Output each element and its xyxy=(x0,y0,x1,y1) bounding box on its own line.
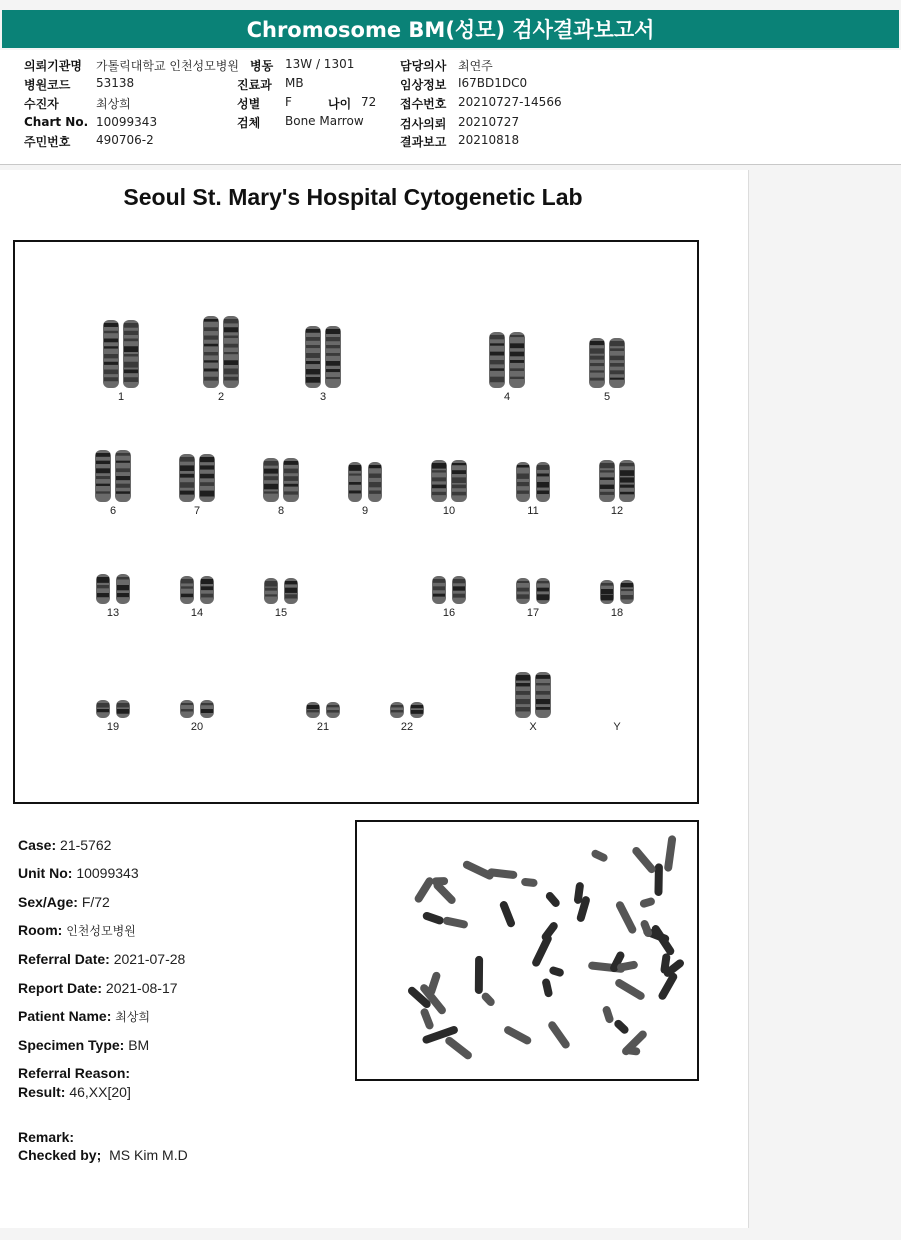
metaphase-chromosome xyxy=(413,876,435,904)
remark-field: Remark: xyxy=(18,1129,75,1145)
chart-no-label: Chart No. xyxy=(24,115,89,129)
chromosome-label: 11 xyxy=(527,505,539,517)
clinical-info-value: I67BD1DC0 xyxy=(458,76,528,90)
chromosome-label: 22 xyxy=(400,721,414,733)
metaphase-chromosome xyxy=(544,890,561,908)
metaphase-chromosome xyxy=(531,933,553,968)
referral-date-field: Referral Date: 2021-07-28 xyxy=(18,951,186,967)
case-value: 21-5762 xyxy=(60,837,112,853)
age-value: 72 xyxy=(361,95,377,109)
metaphase-chromosome xyxy=(639,919,653,938)
checked-by-field: Checked by; MS Kim M.D xyxy=(18,1147,188,1163)
chromosome-pair-19 xyxy=(96,700,130,718)
clinical-info-label: 임상정보 xyxy=(400,78,447,92)
id-no-value: 490706-2 xyxy=(96,133,154,147)
lab-title: Seoul St. Mary's Hospital Cytogenetic Lab xyxy=(123,184,583,210)
metaphase-chromosome xyxy=(631,845,658,874)
sex-value: F xyxy=(285,95,292,109)
chromosome-pair-10 xyxy=(431,460,467,502)
chromosome-pair-2 xyxy=(203,316,239,388)
room-value: 인천성모병원 xyxy=(66,924,136,938)
chromosome-pair-21 xyxy=(306,702,340,718)
metaphase-chromosome xyxy=(548,966,565,978)
metaphase-panel xyxy=(355,820,699,1081)
chromosome-label: 5 xyxy=(603,391,611,403)
report-date-value: 20210818 xyxy=(458,133,520,147)
metaphase-chromosome xyxy=(547,1020,572,1050)
referral-reason-field: Referral Reason: xyxy=(18,1065,131,1081)
physician-value: 최연주 xyxy=(458,59,493,73)
result-field: Result: 46,XX[20] xyxy=(18,1084,131,1100)
requesting-org-label: 의뢰기관명 xyxy=(24,59,82,73)
chromosome-label: 10 xyxy=(442,505,456,517)
metaphase-chromosome xyxy=(521,878,538,888)
metaphase-chromosome xyxy=(541,978,553,998)
ward-label: 병동 xyxy=(250,59,274,73)
chromosome-pair-8 xyxy=(263,458,299,502)
chromosome-label: 9 xyxy=(361,505,369,517)
chromosome-pair-6 xyxy=(95,450,131,502)
chromosome-pair-17 xyxy=(516,578,550,604)
request-date-value: 20210727 xyxy=(458,115,520,129)
chromosome-pair-5 xyxy=(589,338,625,388)
ward-value: 13W / 1301 xyxy=(285,57,355,71)
metaphase-chromosome xyxy=(442,916,468,929)
chromosome-pair-X xyxy=(515,672,551,718)
metaphase-chromosome xyxy=(613,1018,631,1035)
chromosome-label: 6 xyxy=(109,505,117,517)
metaphase-chromosome xyxy=(419,1007,434,1030)
metaphase-chromosome xyxy=(602,1005,615,1024)
report-date-field: Report Date: 2021-08-17 xyxy=(18,980,178,996)
metaphase-chromosome xyxy=(499,900,517,929)
chromosome-pair-9 xyxy=(348,462,382,502)
physician-label: 담당의사 xyxy=(400,59,447,73)
patient-name-value: 최상희 xyxy=(115,1010,151,1024)
metaphase-chromosome xyxy=(650,923,676,956)
result-value: 46,XX[20] xyxy=(69,1084,131,1100)
sex-label: 성별 xyxy=(237,97,261,111)
chromosome-label: 19 xyxy=(106,721,120,733)
metaphase-chromosome xyxy=(654,863,663,896)
report-date-label: 결과보고 xyxy=(400,135,447,149)
metaphase-chromosome xyxy=(614,978,646,1002)
room-field: Room: 인천성모병원 xyxy=(18,922,136,938)
chromosome-label: 1 xyxy=(117,391,125,403)
examinee-value: 최상희 xyxy=(96,97,131,111)
chromosome-pair-4 xyxy=(489,332,525,388)
chromosome-pair-18 xyxy=(600,580,634,604)
hospital-code-value: 53138 xyxy=(96,76,135,90)
examinee-label: 수진자 xyxy=(24,97,59,111)
specimen-value: Bone Marrow xyxy=(285,114,364,128)
chromosome-label: 13 xyxy=(106,607,120,619)
metaphase-chromosome xyxy=(639,897,656,909)
patient-info-panel xyxy=(0,50,901,165)
chromosome-label: 18 xyxy=(610,607,624,619)
id-no-label: 주민번호 xyxy=(24,135,71,149)
case-field: Case: 21-5762 xyxy=(18,837,112,853)
sexage-value: F/72 xyxy=(81,894,110,910)
patient-name-field: Patient Name: 최상희 xyxy=(18,1008,151,1024)
chromosome-pair-15 xyxy=(264,578,298,604)
chromosome-pair-7 xyxy=(179,454,215,502)
report-date-value: 2021-08-17 xyxy=(105,980,178,996)
checked-by-value: MS Kim M.D xyxy=(109,1147,188,1163)
metaphase-chromosome xyxy=(503,1025,533,1046)
chromosome-label: 12 xyxy=(610,505,624,517)
chromosome-label: 14 xyxy=(190,607,204,619)
chromosome-label: 21 xyxy=(316,721,330,733)
chromosome-pair-1 xyxy=(103,320,139,388)
karyogram-panel xyxy=(13,240,699,804)
chromosome-pair-13 xyxy=(96,574,130,604)
accession-label: 접수번호 xyxy=(400,97,447,111)
requesting-org-value: 가톨릭대학교 인천성모병원 xyxy=(96,59,239,73)
department-value: MB xyxy=(285,76,304,90)
chromosome-label: 16 xyxy=(442,607,456,619)
metaphase-chromosome xyxy=(664,835,677,872)
unit-field: Unit No: 10099343 xyxy=(18,865,139,881)
chromosome-pair-16 xyxy=(432,576,466,604)
specimen-label: 검체 xyxy=(237,116,261,130)
chromosome-pair-14 xyxy=(180,576,214,604)
chromosome-pair-20 xyxy=(180,700,214,718)
chromosome-label: Y xyxy=(613,721,621,733)
request-date-label: 검사의뢰 xyxy=(400,117,447,131)
chromosome-label: X xyxy=(529,721,537,733)
chromosome-label: 17 xyxy=(526,607,540,619)
chromosome-label: 20 xyxy=(190,721,204,733)
metaphase-spread-image xyxy=(357,822,697,1079)
unit-value: 10099343 xyxy=(76,865,139,881)
metaphase-chromosome xyxy=(615,900,638,935)
metaphase-chromosome xyxy=(475,956,483,994)
chart-no-value: 10099343 xyxy=(96,115,158,129)
chromosome-label: 4 xyxy=(503,391,511,403)
chromosome-label: 8 xyxy=(277,505,285,517)
department-label: 진료과 xyxy=(237,78,272,92)
chromosome-label: 2 xyxy=(217,391,225,403)
accession-value: 20210727-14566 xyxy=(458,95,562,109)
chromosome-pair-12 xyxy=(599,460,635,502)
report-page xyxy=(0,170,749,1228)
hospital-code-label: 병원코드 xyxy=(24,78,71,92)
metaphase-chromosome xyxy=(480,991,496,1008)
chromosome-pair-22 xyxy=(390,702,424,718)
chromosome-label: 7 xyxy=(193,505,201,517)
chromosome-pair-3 xyxy=(305,326,341,388)
metaphase-chromosome xyxy=(444,1035,474,1061)
chromosome-pair-11 xyxy=(516,462,550,502)
chromosome-label: 15 xyxy=(274,607,288,619)
specimen-type-value: BM xyxy=(128,1037,150,1053)
specimen-type-field: Specimen Type: BM xyxy=(18,1037,150,1053)
karyogram-image xyxy=(15,242,697,802)
sexage-field: Sex/Age: F/72 xyxy=(18,894,110,910)
chromosome-label: 3 xyxy=(319,391,327,403)
report-title: Chromosome BM(성모) 검사결과보고서 xyxy=(2,10,899,48)
age-label: 나이 xyxy=(328,97,352,111)
metaphase-chromosome xyxy=(422,911,445,926)
referral-date-value: 2021-07-28 xyxy=(113,951,186,967)
metaphase-chromosome xyxy=(590,848,609,863)
